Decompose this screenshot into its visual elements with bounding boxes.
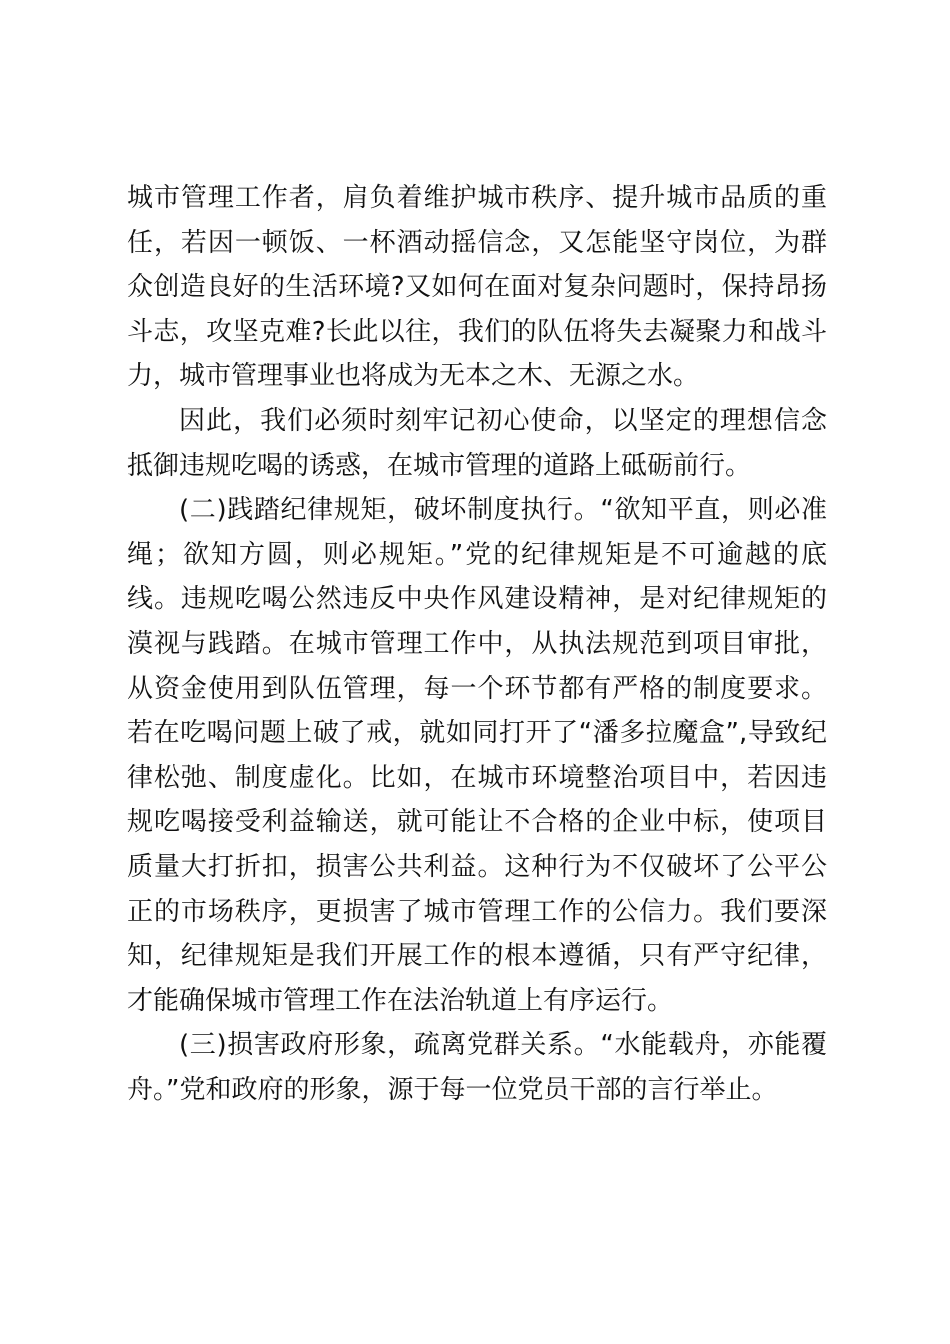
paragraph-1: 城市管理工作者，肩负着维护城市秩序、提升城市品质的重任，若因一顿饭、一杯酒动摇信念，又怎能坚守岗位，为群众创造良好的生活环境?又如何在面对复杂问题时，保持昂扬斗志，攻坚克难?长此以往，我们的队伍将失去凝聚力和战斗力，城市管理事业也将成为无本之木、无源之水。 <box>127 183 827 392</box>
paragraph-4: (三)损害政府形象，疏离党群关系。“水能载舟，亦能覆舟。”党和政府的形象，源于每一位党员干部的言行举止。 <box>127 1030 827 1105</box>
document-body <box>127 176 827 1112</box>
paragraph-3: (二)践踏纪律规矩，破坏制度执行。“欲知平直，则必准绳；欲知方圆，则必规矩。”党的纪律规矩是不可逾越的底线。违规吃喝公然违反中央作风建设精神，是对纪律规矩的漠视与践踏。在城市管理工作中，从执法规范到项目审批，从资金使用到队伍管理，每一个环节都有严格的制度要求。若在吃喝问题上破了戒，就如同打开了“潘多拉魔盒”,导致纪律松弛、制度虚化。比如，在城市环境整治项目中，若因违规吃喝接受利益输送，就可能让不合格的企业中标，使项目质量大打折扣，损害公共利益。这种行为不仅破坏了公平公正的市场秩序，更损害了城市管理工作的公信力。我们要深知，纪律规矩是我们开展工作的根本遵循，只有严守纪律，才能确保城市管理工作在法治轨道上有序运行。 <box>127 495 827 1016</box>
paragraph-2: 因此，我们必须时刻牢记初心使命，以坚定的理想信念抵御违规吃喝的诱惑，在城市管理的道路上砥砺前行。 <box>127 405 827 481</box>
